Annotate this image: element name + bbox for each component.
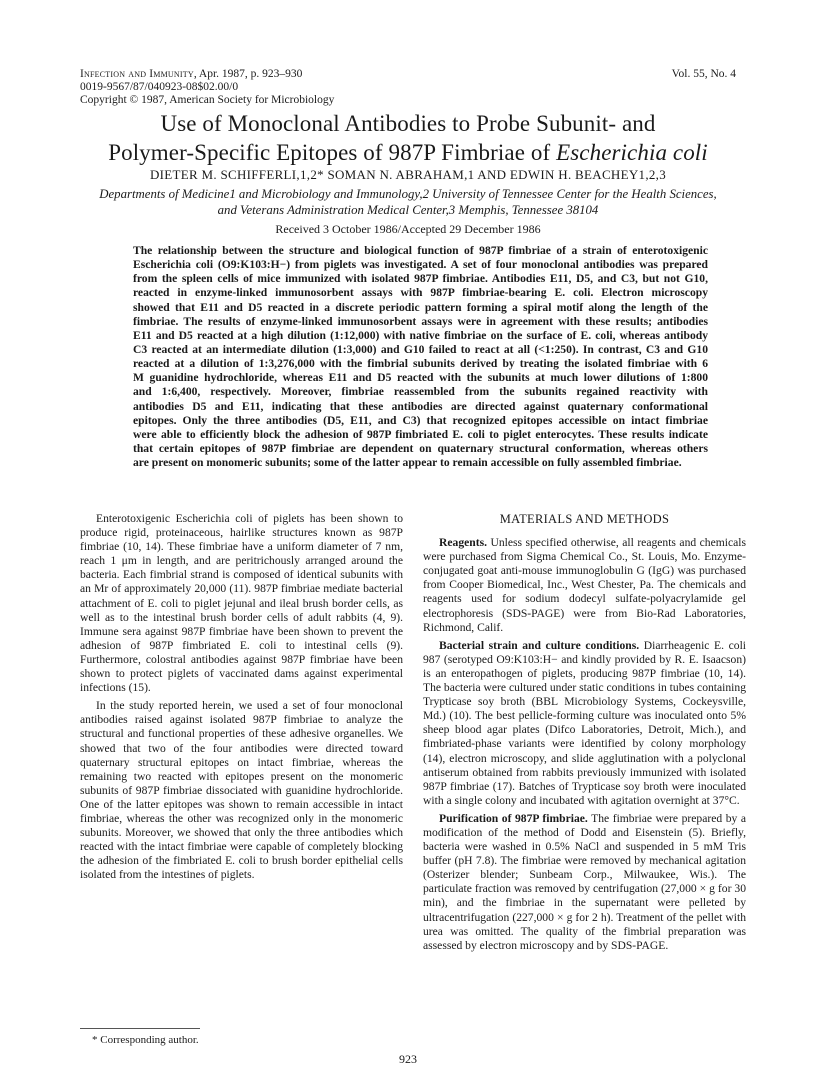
left-column <box>80 512 403 886</box>
journal-code: 0019-9567/87/040923-08$02.00/0 <box>80 81 239 93</box>
copyright-line: Copyright © 1987, American Society for Microbiology <box>80 94 335 106</box>
paragraph-heading: Purification of 987P fimbriae. <box>439 811 588 825</box>
footnote-rule <box>80 1028 200 1029</box>
journal-name: Infection and Immunity <box>80 68 194 80</box>
section-heading: MATERIALS AND METHODS <box>499 512 670 526</box>
footnote: * Corresponding author. <box>92 1034 199 1046</box>
intro-paragraph-2: In the study reported herein, we used a set of four monoclonal antibodies raised against isolated 987P fimbriae to analyze the structural and functional properties of these adhesive organelles. We showed that two of the four antibodies were directed toward quaternary structural epitopes on intact fimbriae, whereas the remaining two reacted with epitopes present on the monomeric subunits of 987P fimbriae dissociated with guanidine hydrochloride. One of the latter epitopes was shown to remain accessible in intact fimbriae, whereas the other was recognized only in the monomeric subunits. Moreover, we showed that only the three antibodies which reacted with the intact fimbriae were capable of completely blocking the adhesion of the fimbriated E. coli to brush border epithelial cells isolated from the intestines of piglets. <box>80 699 403 882</box>
abstract-line: The relationship between the structure and biological function of 987P fimbriae of a strain of enterotoxigenic <box>133 244 708 257</box>
volume-number: Vol. 55, No. 4 <box>671 68 736 80</box>
abstract-line: that certain epitopes of 987P fimbriae are dependent on quaternary structural conformation, whereas others <box>133 441 708 455</box>
abstract-line: C3 reacted at an intermediate dilution (1:3,000) and G10 failed to react at all (<1:250). In contrast, C3 and G10 <box>133 342 708 356</box>
abstract-line: E11 and D5 reacted at a high dilution (1:12,000) with native fimbriae on the surface of E. coli, whereas antibody <box>133 328 708 342</box>
title-line-2-text: Polymer-Specific Epitopes of 987P Fimbriae of <box>108 140 557 165</box>
abstract-line: reacted in enzyme-linked immunosorbent assays with 987P fimbriae-bearing E. coli. Electron microscopy <box>133 286 708 300</box>
intro-paragraph-1: Enterotoxigenic Escherichia coli of piglets has been shown to produce rigid, proteinaceous, hairlike structures known as 987P fimbriae (10, 14). These fimbriae have a uniform diameter of 7 nm, reach 1 μm in length, and are peritrichously arranged around the bacteria. Each fimbrial strand is composed of identical subunits with an Mr of approximately 20,000 (11). 987P fimbriae mediate bacterial attachment of E. coli to piglet jejunal and ileal brush border cells, as well as to the intestinal brush border cells of adult rabbits (4, 9). Immune sera against 987P fimbriae have been shown to prevent the adhesion of 987P fimbriated E. coli to intestinal cells (9). Furthermore, colostral antibodies against 987P fimbriae have been shown to protect piglets of vaccinated dams against experimental infections (15). <box>80 512 403 695</box>
abstract-line: showed that E11 and D5 reacted in a discrete periodic pattern forming a spiral motif along the length of the <box>133 300 708 314</box>
abstract-line: Escherichia coli (O9:K103:H−) from piglets was investigated. A set of four monoclonal antibodies was prepared <box>133 258 708 272</box>
paragraph-heading: Reagents. <box>439 536 487 550</box>
methods-paragraph-purification <box>423 812 746 953</box>
abstract <box>133 244 708 470</box>
abstract-line: fimbriae. The results of enzyme-linked immunosorbent assays were in agreement with these results; antibodies <box>133 314 708 328</box>
author-list: DIETER M. SCHIFFERLI,1,2* SOMAN N. ABRAHAM,1 AND EDWIN H. BEACHEY1,2,3 <box>149 167 667 182</box>
received-dates: Received 3 October 1986/Accepted 29 December 1986 <box>275 222 541 236</box>
affiliation-line-2: and Veterans Administration Medical Center,3 Memphis, Tennessee 38104 <box>217 203 599 217</box>
right-column <box>423 512 746 957</box>
methods-paragraph-reagents <box>423 536 746 635</box>
abstract-line: from the spleen cells of mice immunized with isolated 987P fimbriae. Antibodies E11, D5, and C3, but not G10, <box>133 272 708 286</box>
page-number: 923 <box>399 1052 417 1066</box>
article-title <box>40 109 776 167</box>
paragraph-body: Unless specified otherwise, all reagents and chemicals were purchased from Sigma Chemical Co., St. Louis, Mo. Enzyme-conjugated goat anti-mouse immunoglobulin G (IgG) was purchased from Cooper Biomedical, Inc., West Chester, Pa. The chemicals and reagents used for sodium dodecyl sulfate-polyacrylamide gel electrophoresis (SDS-PAGE) were from Bio-Rad Laboratories, Richmond, Calif. <box>423 536 746 634</box>
title-line-1: Use of Monoclonal Antibodies to Probe Subunit- and <box>160 111 656 136</box>
abstract-line: and 1:6,400, respectively. Moreover, fimbriae reassembled from the subunits regained reactivity with <box>133 385 708 399</box>
journal-citation <box>80 68 334 81</box>
paragraph-body: Diarrheagenic E. coli 987 (serotyped O9:K103:H− and kindly provided by R. E. Isaacson) is an enteropathogen of piglets, producing 987P fimbriae (10, 14). The bacteria were cultured under static conditions in tubes containing Trypticase soy broth (BBL Microbiology Systems, Cockeysville, Md.) (10). The best pellicle-forming culture was inoculated onto 5% sheep blood agar plates (Difco Laboratories, Detroit, Mich.), and fimbriated-phase variants were identified by colony morphology (14), electron microscopy, and slide agglutination with a polyclonal antiserum obtained from rabbits previously immunized with isolated 987P fimbriae (17). Batches of Trypticase soy broth were inoculated with a single colony and incubated with agitation overnight at 37°C. <box>423 638 747 807</box>
title-line-2 <box>40 138 776 167</box>
title-species: Escherichia coli <box>556 140 708 165</box>
methods-paragraph-strain <box>423 639 746 808</box>
issue-date-pages: , Apr. 1987, p. 923–930 <box>193 68 303 80</box>
paragraph-body: The fimbriae were prepared by a modification of the method of Dodd and Eisenstein (5). Briefly, bacteria were washed in 0.5% NaCl and suspended in 5 mM Tris buffer (pH 7.8). The fimbriae were removed by mechanical agitation (Osterizer blender; Sunbeam Corp., Milwaukee, Wis.). The particulate fraction was removed by centrifugation (27,000 × g for 30 min), and the fimbriae in the supernatant were pelleted by ultracentrifugation (227,000 × g for 2 h). Treatment of the pellet with urea was omitted. The quality of the fimbrial preparation was assessed by electron microscopy and by SDS-PAGE. <box>423 811 746 952</box>
paragraph-heading: Bacterial strain and culture conditions. <box>439 638 640 652</box>
abstract-line: M guanidine hydrochloride, whereas E11 and D5 reacted with the subunits at much lower dilutions of 1:800 <box>133 371 708 385</box>
affiliation-line-1: Departments of Medicine1 and Microbiology and Immunology,2 University of Tennessee Center for the Health Sciences, <box>99 187 717 201</box>
abstract-line: epitopes. Only the three antibodies (D5, E11, and C3) that recognized epitopes accessible on intact fimbriae <box>133 413 708 427</box>
journal-header <box>80 68 334 107</box>
abstract-line: reacted at a dilution of 1:3,276,000 with the fimbrial subunits derived by treating the isolated fimbriae with 6 <box>133 357 708 371</box>
affiliations <box>60 186 756 218</box>
abstract-line: were able to efficiently block the adhesion of 987P fimbriated E. coli to piglet enterocytes. These results indicate <box>133 427 708 441</box>
abstract-line: antibodies D5 and E11, indicating that these antibodies are directed against quaternary conformational <box>133 399 708 413</box>
abstract-line: are present on monomeric subunits; some of the latter appear to remain accessible on fully assembled fimbriae. <box>133 456 682 470</box>
